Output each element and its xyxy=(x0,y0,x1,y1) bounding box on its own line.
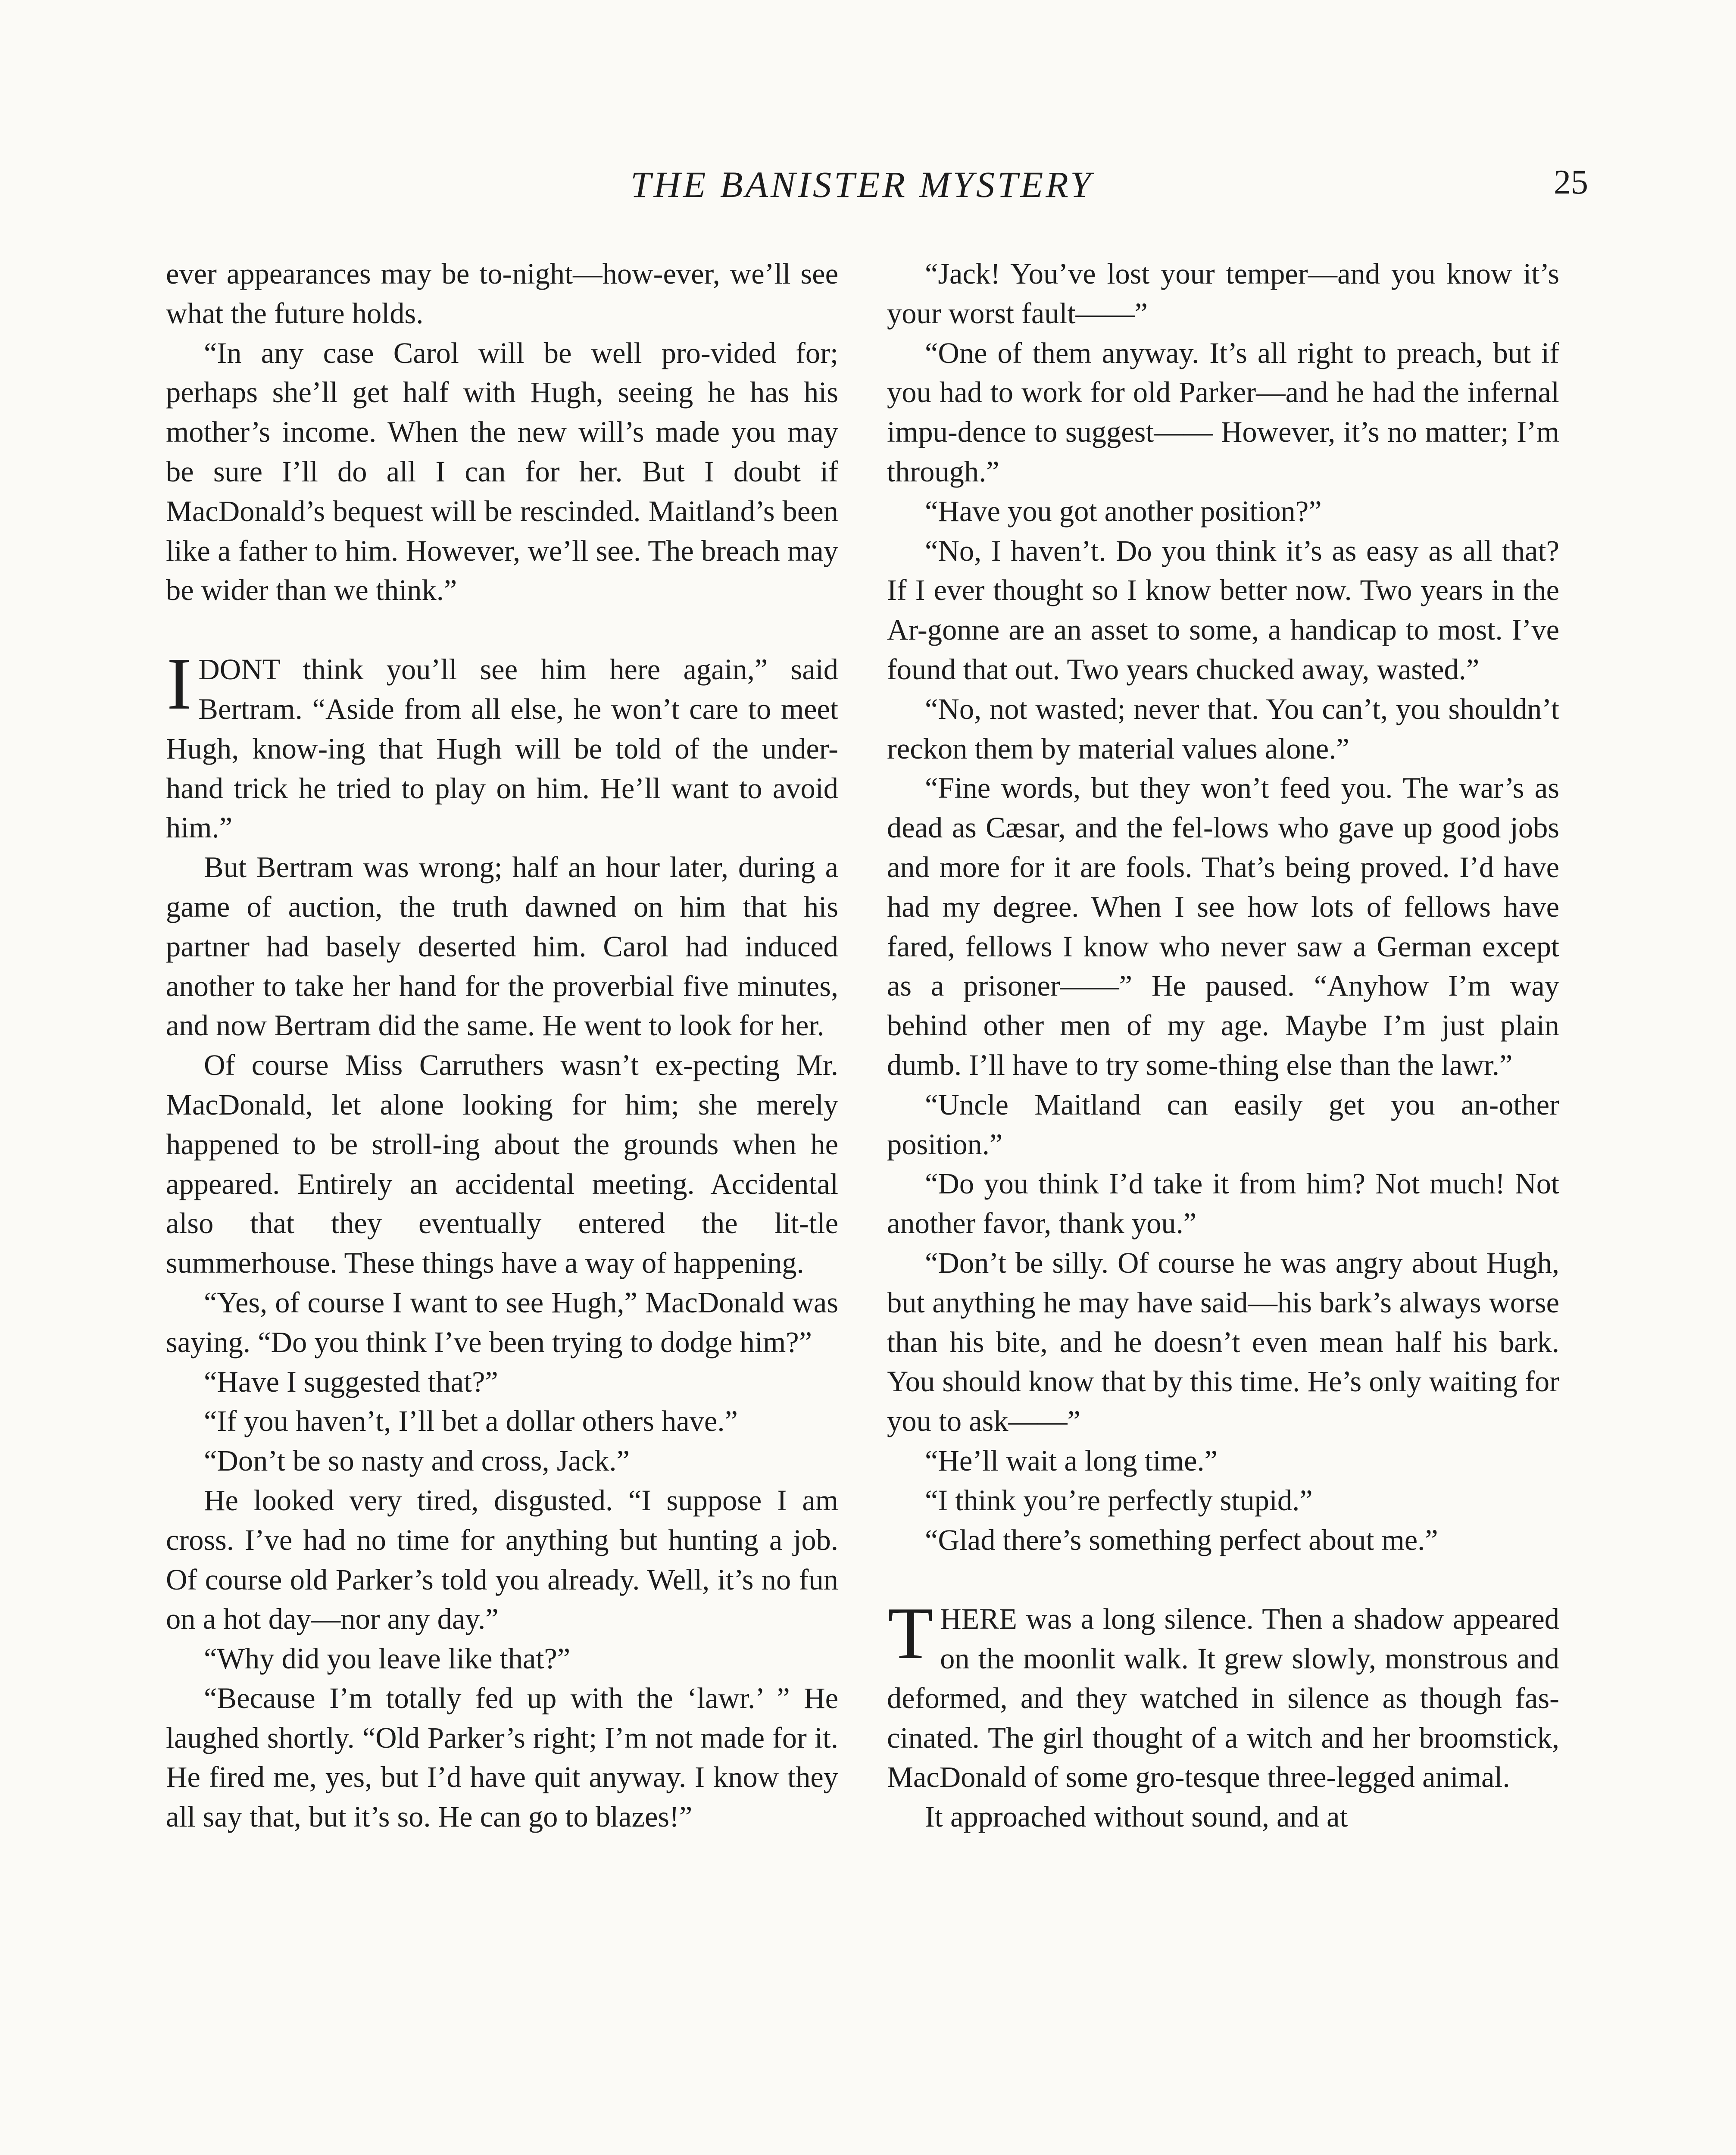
paragraph: But Bertram was wrong; half an hour later, during a game of auction, the truth dawned on him that his partner had basely deserted him. Carol had induced another to take her hand for the proverbial five minutes, and now Bertram did the same. He went to look for her. xyxy=(166,851,838,1042)
drop-cap: I xyxy=(167,643,192,725)
section-opening-paragraph xyxy=(166,643,838,848)
paragraph: “Yes, of course I want to see Hugh,” MacDonald was saying. “Do you think I’ve been trying to dodge him?” xyxy=(166,1286,838,1359)
left-column xyxy=(166,254,838,2155)
paragraph: “No, not wasted; never that. You can’t, you shouldn’t reckon them by material values alone.” xyxy=(887,692,1559,765)
right-column xyxy=(887,254,1559,2155)
paragraph: Of course Miss Carruthers wasn’t ex-pecting Mr. MacDonald, let alone looking for him; she merely happened to be stroll-ing about the grounds when he appeared. Entirely an accidental meeting. Accidental also that they eventually entered the lit-tle summerhouse. These things have a way of happening. xyxy=(166,1049,838,1280)
paragraph-text: HERE was a long silence. Then a shadow appeared on the moonlit walk. It grew slowly, monstrous and deformed, and they watched in silence as though fas-cinated. The girl thought of a witch and her broomstick, MacDonald of some gro-tesque three-legged animal. xyxy=(887,1602,1559,1794)
paragraph: “Glad there’s something perfect about me.” xyxy=(925,1523,1438,1556)
running-head: THE BANISTER MYSTERY xyxy=(630,164,1094,205)
paragraph: “Have you got another position?” xyxy=(925,494,1322,528)
paragraph-text: DONT think you’ll see him here again,” said Bertram. “Aside from all else, he won’t care to meet Hugh, know-ing that Hugh will be told of the under-hand trick he tried to play on him. He’ll want to avoid him.” xyxy=(166,653,838,844)
drop-cap: T xyxy=(888,1593,934,1675)
paragraph: “Don’t be so nasty and cross, Jack.” xyxy=(204,1444,630,1477)
paragraph: “Because I’m totally fed up with the ‘lawr.’ ” He laughed shortly. “Old Parker’s right; I’m not made for it. He fired me, yes, but I’d have quit anyway. I know they all say that, but it’s so. He can go to blazes!” xyxy=(166,1681,838,1833)
paragraph: “Why did you leave like that?” xyxy=(204,1642,571,1675)
paragraph: “Jack! You’ve lost your temper—and you know it’s your worst fault——” xyxy=(887,257,1559,330)
paragraph: “Have I suggested that?” xyxy=(204,1365,498,1398)
paragraph: “Uncle Maitland can easily get you an-other position.” xyxy=(887,1088,1559,1161)
paragraph: “Don’t be silly. Of course he was angry about Hugh, but anything he may have said—his bark’s always worse than his bite, and he doesn’t even mean half his bark. You should know that by this time. He’s only waiting for you to ask——” xyxy=(887,1246,1559,1438)
paragraph: “No, I haven’t. Do you think it’s as easy as all that? If I ever thought so I know better now. Two years in the Ar-gonne are an asset to some, a handicap to most. I’ve found that out. Two years chucked away, wasted.” xyxy=(887,534,1559,686)
section-opening-paragraph xyxy=(887,1593,1559,1797)
paragraph: “In any case Carol will be well pro-vided for; perhaps she’ll get half with Hugh, seeing he has his mother’s income. When the new will’s made you may be sure I’ll do all I can for her. But I doubt if MacDonald’s bequest will be rescinded. Maitland’s been like a father to him. However, we’ll see. The breach may be wider than we think.” xyxy=(166,336,838,607)
paragraph: It approached without sound, and at xyxy=(925,1800,1348,1833)
paragraph: “Fine words, but they won’t feed you. The war’s as dead as Cæsar, and the fel-lows who gave up good jobs and more for it are fools. That’s being proved. I’d have had my degree. When I see how lots of fellows have fared, fellows I know who never saw a German except as a prisoner——” He paused. “Anyhow I’m way behind other men of my age. Maybe I’m just plain dumb. I’ll have to try some-thing else than the lawr.” xyxy=(887,771,1559,1081)
paragraph: “He’ll wait a long time.” xyxy=(925,1444,1218,1477)
paragraph: “One of them anyway. It’s all right to preach, but if you had to work for old Parker—and he had the infernal impu-dence to suggest—— However, it’s no matter; I’m through.” xyxy=(887,336,1559,488)
paragraph: “If you haven’t, I’ll bet a dollar others have.” xyxy=(204,1405,738,1438)
paragraph: “I think you’re perfectly stupid.” xyxy=(925,1484,1313,1517)
paragraph: ever appearances may be to-night—how-ever, we’ll see what the future holds. xyxy=(166,257,838,330)
page-number: 25 xyxy=(1554,163,1588,201)
paragraph: “Do you think I’d take it from him? Not much! Not another favor, thank you.” xyxy=(887,1167,1559,1240)
paragraph: He looked very tired, disgusted. “I suppose I am cross. I’ve had no time for anything but hunting a job. Of course old Parker’s told you already. Well, it’s no fun on a hot day—nor any day.” xyxy=(166,1484,838,1636)
